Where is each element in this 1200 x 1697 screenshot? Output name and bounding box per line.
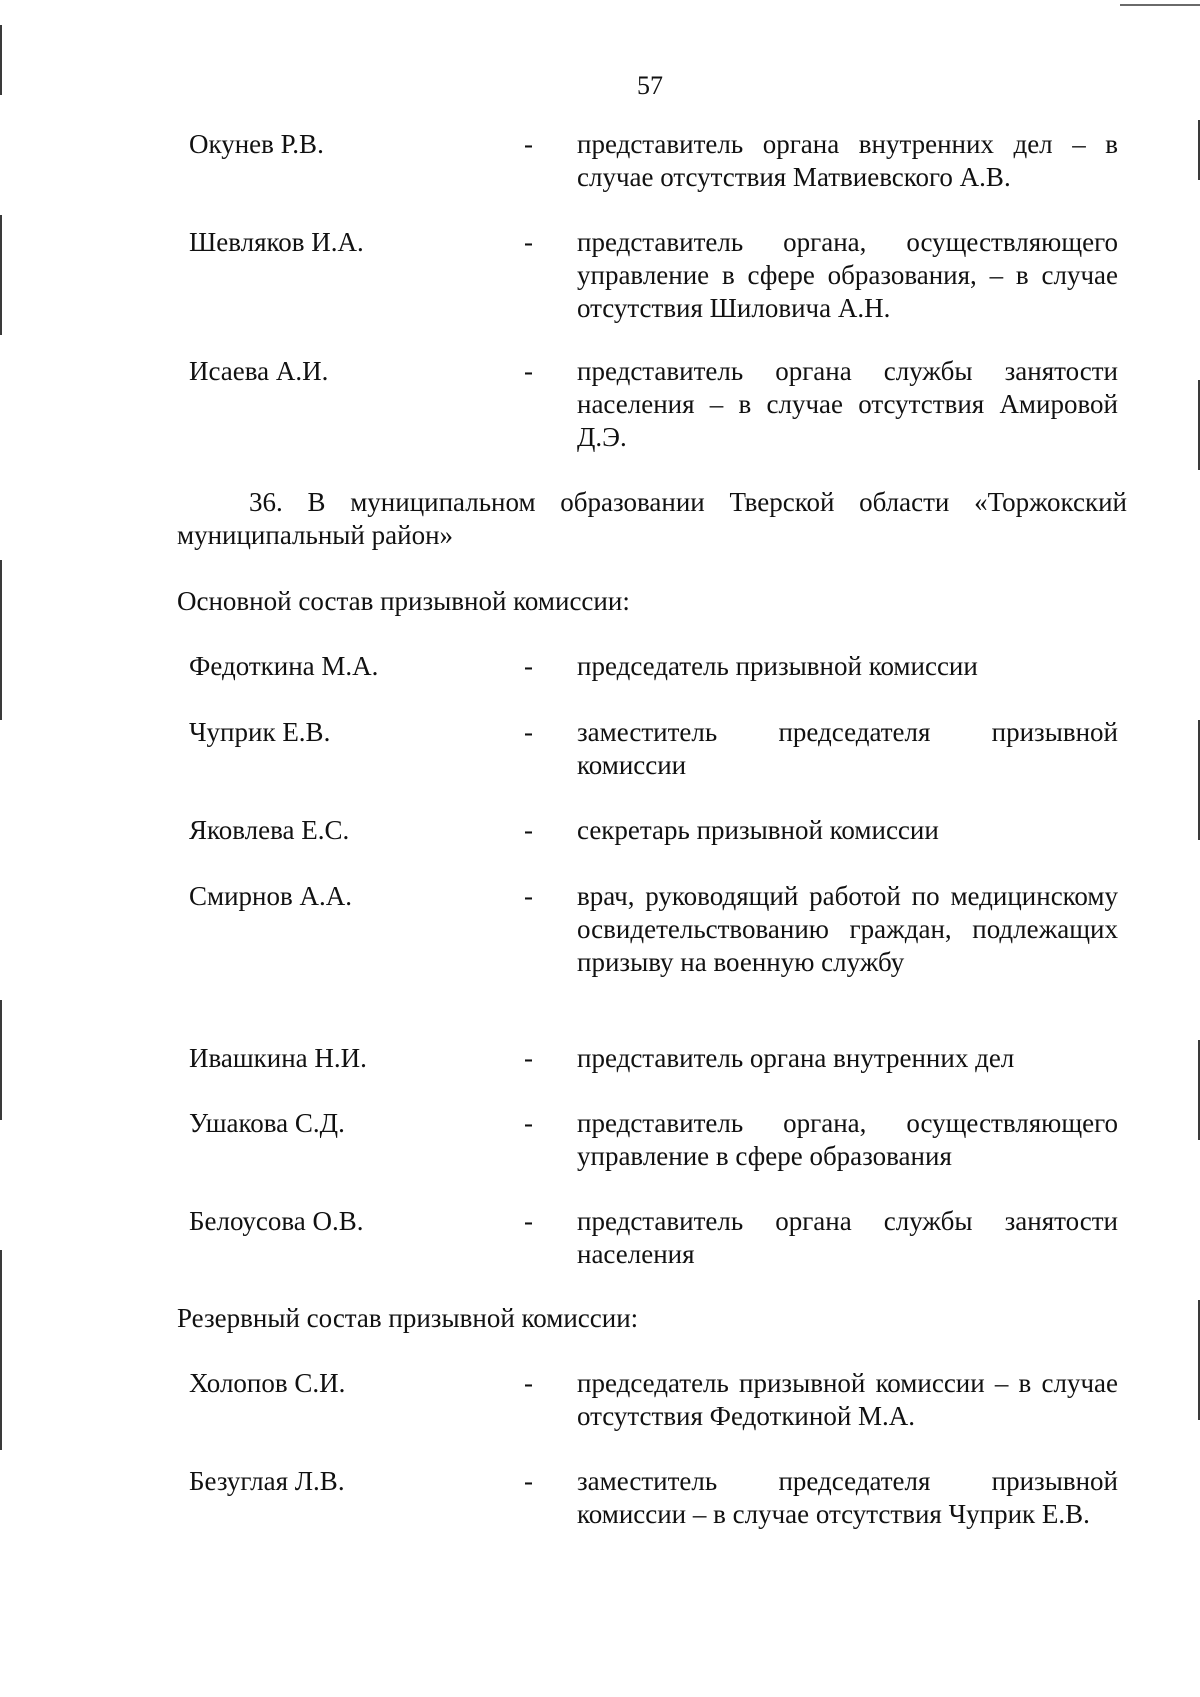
dash-separator: - — [524, 717, 533, 747]
dash-separator: - — [524, 1108, 533, 1138]
page-number: 57 — [637, 71, 663, 100]
member-name: Холопов С.И. — [189, 1368, 346, 1398]
member-role: представитель органа, осуществляющего управление в сфере образования, – в случае отсутствия Шиловича А.Н. — [577, 227, 1118, 323]
member-name: Ушакова С.Д. — [189, 1108, 345, 1138]
member-role: представитель органа внутренних дел – в случае отсутствия Матвиевского А.В. — [577, 129, 1118, 192]
main-composition-heading: Основной состав призывной комиссии: — [177, 586, 630, 616]
reserve-composition-heading: Резервный состав призывной комиссии: — [177, 1303, 639, 1333]
member-name: Федоткина М.А. — [189, 651, 379, 681]
dash-separator: - — [524, 1043, 533, 1073]
dash-separator: - — [524, 227, 533, 257]
member-role: врач, руководящий работой по медицинскому освидетельствованию граждан, подлежащих призыву на военную службу — [577, 881, 1118, 977]
dash-separator: - — [524, 651, 533, 681]
member-name: Исаева А.И. — [189, 356, 329, 386]
dash-separator: - — [524, 129, 533, 159]
member-name: Чуприк Е.В. — [189, 717, 331, 747]
dash-separator: - — [524, 881, 533, 911]
dash-separator: - — [524, 356, 533, 386]
member-role: заместитель председателя призывной комиссии — [577, 717, 1118, 780]
member-role: председатель призывной комиссии — [577, 651, 978, 681]
scan-edge-top — [1120, 4, 1200, 6]
member-role: заместитель председателя призывной комиссии – в случае отсутствия Чуприк Е.В. — [577, 1466, 1118, 1529]
member-name: Окунев Р.В. — [189, 129, 324, 159]
member-name: Смирнов А.А. — [189, 881, 352, 911]
member-role: председатель призывной комиссии – в случае отсутствия Федоткиной М.А. — [577, 1368, 1118, 1431]
member-name: Безуглая Л.В. — [189, 1466, 345, 1496]
scan-edge-left — [0, 1000, 2, 1120]
dash-separator: - — [524, 1206, 533, 1236]
dash-separator: - — [524, 1368, 533, 1398]
member-role: представитель органа службы занятости населения – в случае отсутствия Амировой Д.Э. — [577, 356, 1118, 452]
member-name: Шевляков И.А. — [189, 227, 364, 257]
member-role: представитель органа службы занятости населения — [577, 1206, 1118, 1269]
member-name: Яковлева Е.С. — [189, 815, 350, 845]
member-name: Белоусова О.В. — [189, 1206, 364, 1236]
member-role: секретарь призывной комиссии — [577, 815, 939, 845]
scan-edge-left — [0, 560, 2, 720]
member-name: Ивашкина Н.И. — [189, 1043, 367, 1073]
dash-separator: - — [524, 1466, 533, 1496]
scan-edge-left — [0, 1250, 2, 1450]
member-role: представитель органа, осуществляющего управление в сфере образования — [577, 1108, 1118, 1171]
section-heading: 36. В муниципальном образовании Тверской области «Торжокский муниципальный район» — [177, 487, 1127, 550]
scan-edge-left — [0, 215, 2, 335]
member-role: представитель органа внутренних дел — [577, 1043, 1015, 1073]
dash-separator: - — [524, 815, 533, 845]
